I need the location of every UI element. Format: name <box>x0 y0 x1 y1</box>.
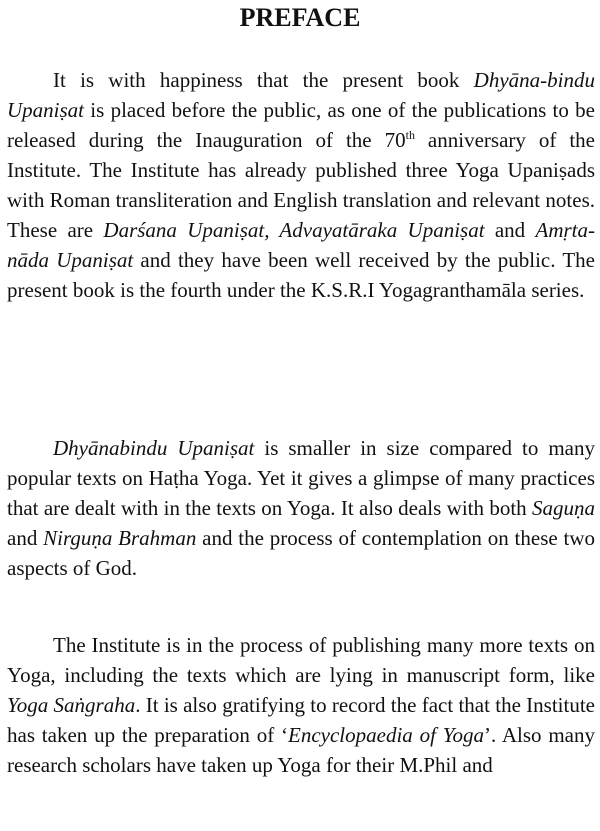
text-run: anniversary of the Institute. The Institute has already published three Yoga Upaniṣads with Roman transliteration and English translation and relevant notes. These are <box>7 128 595 242</box>
paragraph-1 <box>7 65 595 305</box>
text-run: Nirguṇa Brahman <box>43 526 197 550</box>
text-run: is smaller in size compared to many popular texts on Haṭha Yoga. Yet it gives a glimpse of many practices that are dealt with in the texts on Yoga. It also deals with both <box>7 436 595 520</box>
page-title: PREFACE <box>239 3 361 32</box>
text-run: and <box>484 218 536 242</box>
text-run: The Institute is in the process of publishing many more texts on Yoga, including the texts which are lying in manuscript form, like <box>7 633 595 687</box>
text-run: is placed before the public, as one of the publications to be released during the Inauguration of the 70 <box>7 98 595 152</box>
text-run: Dhyāna-bindu Upaniṣat <box>7 68 595 122</box>
text-run: . It is also gratifying to record the fact that the Institute has taken up the preparation of ‘ <box>7 693 595 747</box>
paragraph-3 <box>7 630 595 780</box>
text-run: Darśana Upaniṣat, Advayatāraka Upaniṣat <box>103 218 485 242</box>
text-run: Encyclopaedia of Yoga <box>288 723 484 747</box>
paragraph-2 <box>7 433 595 583</box>
text-run: ’. Also many research scholars have taken up Yoga for their M.Phil and <box>7 723 595 777</box>
text-run: Amṛta-nāda Upaniṣat <box>7 218 595 272</box>
text-run: and they have been well received by the public. The present book is the fourth under the K.S.R.I Yogagranthamāla series. <box>7 248 595 302</box>
text-run: Yoga Saṅgraha <box>7 693 136 717</box>
text-run: Dhyānabindu Upaniṣat <box>53 436 255 460</box>
text-run: It is with happiness that the present book <box>53 68 474 92</box>
text-run: and the process of contemplation on these two aspects of God. <box>7 526 595 580</box>
text-run: th <box>405 128 415 142</box>
text-run: and <box>7 526 44 550</box>
text-run: Saguṇa <box>532 496 595 520</box>
